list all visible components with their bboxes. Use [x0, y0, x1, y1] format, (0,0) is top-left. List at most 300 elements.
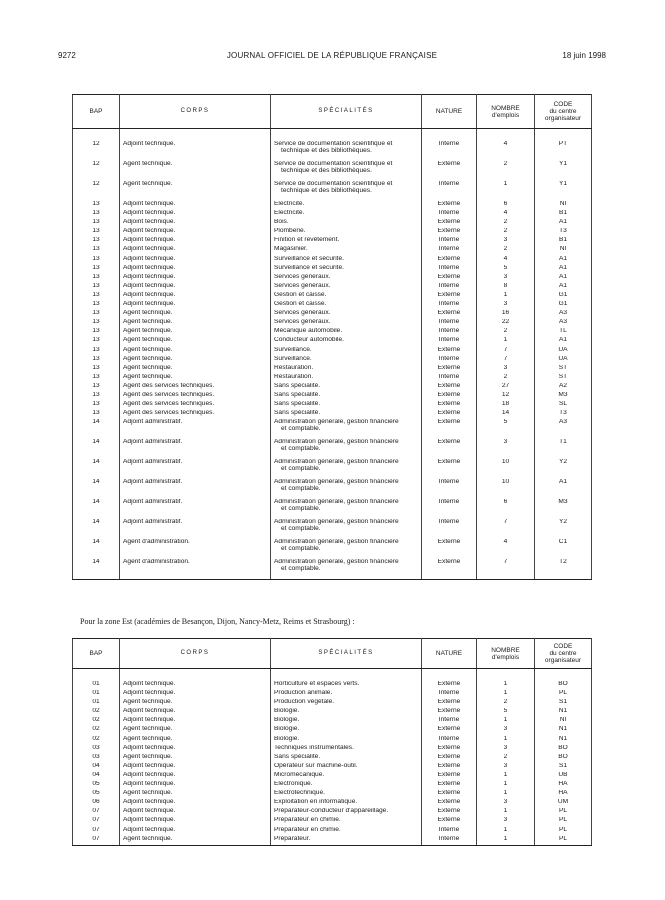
nombre-cell: 14 — [477, 410, 535, 419]
specialite-line-continued: et comptable. — [281, 445, 321, 453]
specialite-cell — [271, 161, 422, 181]
corps-cell: Agent technique. — [120, 836, 271, 846]
bap-cell: 13 — [73, 274, 120, 283]
bap-cell: 13 — [73, 283, 120, 292]
bap-cell: 14 — [73, 459, 120, 479]
specialite-cell — [271, 365, 422, 374]
specialite-line: Préparateur. — [274, 835, 311, 842]
nombre-cell: 1 — [477, 827, 535, 836]
code-cell: S1 — [535, 763, 592, 772]
specialite-cell — [271, 292, 422, 301]
specialite-line: Sans spécialité. — [274, 391, 321, 398]
bap-cell: 01 — [73, 699, 120, 708]
specialite-line: Biologie. — [274, 717, 300, 724]
nature-cell: Externe — [422, 392, 477, 401]
col-header-corps: CORPS — [120, 639, 271, 669]
code-cell: A3 — [535, 310, 592, 319]
nombre-cell: 1 — [477, 717, 535, 726]
specialite-line-continued: technique et des bibliothèques. — [281, 146, 372, 154]
specialite-cell — [271, 726, 422, 735]
bap-cell: 13 — [73, 246, 120, 255]
corps-cell: Adjoint technique. — [120, 292, 271, 301]
corps-cell: Adjoint technique. — [120, 808, 271, 817]
specialite-cell — [271, 274, 422, 283]
nombre-cell: 3 — [477, 301, 535, 310]
col-header-code: CODE du centre organisateur — [535, 95, 592, 129]
table-row — [73, 228, 592, 237]
nature-cell: Interne — [422, 356, 477, 365]
specialite-line: Service de documentation scientifique et — [274, 141, 393, 147]
corps-cell: Adjoint technique. — [120, 219, 271, 228]
specialite-cell — [271, 539, 422, 559]
bap-cell: 04 — [73, 772, 120, 781]
nature-cell: Interne — [422, 374, 477, 383]
table-row — [73, 836, 592, 846]
corps-cell: Adjoint technique. — [120, 772, 271, 781]
table-row — [73, 726, 592, 735]
journal-title: JOURNAL OFFICIEL DE LA RÉPUBLIQUE FRANÇAISE — [226, 51, 438, 60]
corps-cell: Adjoint technique. — [120, 681, 271, 690]
nature-cell: Interne — [422, 836, 477, 846]
bap-cell: 02 — [73, 736, 120, 745]
specialite-line-continued: et comptable. — [281, 545, 321, 553]
code-cell: G1 — [535, 292, 592, 301]
corps-cell: Adjoint technique. — [120, 265, 271, 274]
specialite-cell — [271, 439, 422, 459]
corps-cell: Adjoint technique. — [120, 690, 271, 699]
specialite-cell — [271, 374, 422, 383]
nombre-cell: 1 — [477, 772, 535, 781]
code-cell: G1 — [535, 301, 592, 310]
code-cell: A1 — [535, 219, 592, 228]
nombre-cell: 1 — [477, 181, 535, 201]
specialite-line: Administration générale, gestion financière — [274, 479, 399, 486]
table-row — [73, 479, 592, 499]
bap-cell: 13 — [73, 392, 120, 401]
table-row — [73, 499, 592, 519]
code-cell: N1 — [535, 708, 592, 717]
code-cell: A1 — [535, 256, 592, 265]
nature-cell: Interne — [422, 499, 477, 519]
code-cell: TL — [535, 328, 592, 337]
corps-cell: Agent technique. — [120, 328, 271, 337]
table-row — [73, 274, 592, 283]
code-cell: PL — [535, 827, 592, 836]
specialite-cell — [271, 256, 422, 265]
bap-cell: 14 — [73, 539, 120, 559]
table-row — [73, 410, 592, 419]
specialite-cell — [271, 246, 422, 255]
specialite-line: Service de documentation scientifique et — [274, 181, 393, 187]
nombre-cell: 2 — [477, 374, 535, 383]
table-row — [73, 319, 592, 328]
table-row — [73, 141, 592, 161]
code-cell: A2 — [535, 383, 592, 392]
bap-cell: 07 — [73, 836, 120, 846]
nombre-cell: 5 — [477, 265, 535, 274]
bap-cell: 13 — [73, 219, 120, 228]
nombre-cell: 3 — [477, 365, 535, 374]
nature-cell: Externe — [422, 401, 477, 410]
nature-cell: Externe — [422, 772, 477, 781]
specialite-cell — [271, 836, 422, 846]
corps-cell: Adjoint technique. — [120, 283, 271, 292]
table-row — [73, 459, 592, 479]
code-cell: NI — [535, 246, 592, 255]
code-cell: A3 — [535, 419, 592, 439]
specialite-line: Administration générale, gestion financière — [274, 519, 399, 526]
specialite-line: Surveillance. — [274, 346, 312, 353]
nature-cell: Externe — [422, 439, 477, 459]
specialite-line-continued: et comptable. — [281, 525, 321, 533]
specialite-line-continued: et comptable. — [281, 565, 321, 573]
bap-cell: 13 — [73, 410, 120, 419]
corps-cell: Agent des services techniques. — [120, 410, 271, 419]
corps-cell: Adjoint administratif. — [120, 459, 271, 479]
specialite-cell — [271, 265, 422, 274]
table-row — [73, 392, 592, 401]
bap-cell: 13 — [73, 228, 120, 237]
specialite-cell — [271, 781, 422, 790]
bap-cell: 14 — [73, 519, 120, 539]
bap-cell: 02 — [73, 717, 120, 726]
code-cell: Y2 — [535, 519, 592, 539]
code-cell: Y2 — [535, 459, 592, 479]
table-row — [73, 265, 592, 274]
table-row — [73, 201, 592, 210]
bap-cell: 05 — [73, 781, 120, 790]
code-cell: PL — [535, 836, 592, 846]
table-row — [73, 181, 592, 201]
nature-cell: Externe — [422, 383, 477, 392]
nature-cell: Externe — [422, 790, 477, 799]
specialite-line: Magasinier. — [274, 246, 308, 253]
corps-cell: Adjoint technique. — [120, 827, 271, 836]
table-row — [73, 745, 592, 754]
corps-cell: Adjoint technique. — [120, 256, 271, 265]
table-row — [73, 337, 592, 346]
bap-cell: 14 — [73, 419, 120, 439]
corps-cell: Adjoint technique. — [120, 141, 271, 161]
specialite-line: Surveillance et sécurité. — [274, 264, 345, 271]
nature-cell: Interne — [422, 519, 477, 539]
table-row — [73, 256, 592, 265]
table-row — [73, 763, 592, 772]
bap-cell: 13 — [73, 265, 120, 274]
table-row — [73, 301, 592, 310]
nombre-cell: 3 — [477, 237, 535, 246]
bap-cell: 03 — [73, 745, 120, 754]
bap-cell: 03 — [73, 754, 120, 763]
issue-date: 18 juin 1998 — [562, 51, 606, 60]
nombre-cell: 27 — [477, 383, 535, 392]
nombre-cell: 10 — [477, 479, 535, 499]
nature-cell: Externe — [422, 817, 477, 826]
code-cell: S1 — [535, 699, 592, 708]
table-row — [73, 292, 592, 301]
corps-cell: Agent technique. — [120, 181, 271, 201]
nature-cell: Externe — [422, 219, 477, 228]
specialite-line: Conducteur automobile. — [274, 337, 345, 344]
nature-cell: Interne — [422, 319, 477, 328]
nature-cell: Externe — [422, 410, 477, 419]
bap-cell: 02 — [73, 726, 120, 735]
corps-cell: Adjoint technique. — [120, 817, 271, 826]
bap-cell: 14 — [73, 439, 120, 459]
specialite-cell — [271, 228, 422, 237]
specialite-line: Electricité. — [274, 210, 305, 217]
table-row — [73, 283, 592, 292]
bap-cell: 04 — [73, 763, 120, 772]
specialite-cell — [271, 181, 422, 201]
bap-cell: 06 — [73, 799, 120, 808]
specialite-line: Administration générale, gestion financière — [274, 439, 399, 446]
specialite-cell — [271, 283, 422, 292]
code-cell: BO — [535, 681, 592, 690]
table-row — [73, 681, 592, 690]
bap-cell: 01 — [73, 681, 120, 690]
bap-cell: 13 — [73, 365, 120, 374]
code-cell: NI — [535, 201, 592, 210]
nature-cell: Interne — [422, 328, 477, 337]
nombre-cell: 1 — [477, 681, 535, 690]
nature-cell: Externe — [422, 228, 477, 237]
specialite-line: Préparateur en chimie. — [274, 826, 341, 833]
corps-cell: Agent technique. — [120, 337, 271, 346]
specialite-cell — [271, 210, 422, 219]
specialite-cell — [271, 237, 422, 246]
corps-cell: Adjoint technique. — [120, 210, 271, 219]
code-cell: HA — [535, 781, 592, 790]
code-cell: B1 — [535, 210, 592, 219]
code-cell: UM — [535, 799, 592, 808]
table-row — [73, 699, 592, 708]
nombre-cell: 7 — [477, 356, 535, 365]
col-header-bap: BAP — [73, 639, 120, 669]
corps-cell: Agent technique. — [120, 790, 271, 799]
nombre-cell: 8 — [477, 283, 535, 292]
specialite-line: Sans spécialité. — [274, 753, 321, 760]
code-cell: M3 — [535, 392, 592, 401]
specialite-cell — [271, 708, 422, 717]
corps-cell: Adjoint technique. — [120, 799, 271, 808]
specialite-cell — [271, 817, 422, 826]
col-header-nature: NATURE — [422, 95, 477, 129]
specialite-line-continued: et comptable. — [281, 505, 321, 513]
code-cell: PL — [535, 808, 592, 817]
nature-cell: Externe — [422, 754, 477, 763]
table-row — [73, 519, 592, 539]
nombre-cell: 3 — [477, 817, 535, 826]
specialite-cell — [271, 479, 422, 499]
specialite-line-continued: technique et des bibliothèques. — [281, 166, 372, 174]
code-cell: T1 — [535, 439, 592, 459]
code-cell: M3 — [535, 499, 592, 519]
page-header — [58, 50, 606, 62]
corps-cell: Adjoint administratif. — [120, 499, 271, 519]
corps-cell: Adjoint technique. — [120, 763, 271, 772]
specialite-cell — [271, 301, 422, 310]
nature-cell: Interne — [422, 265, 477, 274]
nature-cell: Interne — [422, 141, 477, 161]
nature-cell: Externe — [422, 799, 477, 808]
table-row — [73, 736, 592, 745]
bap-cell: 07 — [73, 817, 120, 826]
specialite-cell — [271, 559, 422, 580]
bap-cell: 02 — [73, 708, 120, 717]
col-header-nature: NATURE — [422, 639, 477, 669]
bap-cell: 13 — [73, 374, 120, 383]
specialite-cell — [271, 347, 422, 356]
nature-cell: Externe — [422, 310, 477, 319]
table-row — [73, 237, 592, 246]
corps-cell: Adjoint technique. — [120, 301, 271, 310]
corps-cell: Agent technique. — [120, 374, 271, 383]
nature-cell: Interne — [422, 479, 477, 499]
specialite-line: Services généraux. — [274, 282, 331, 289]
nature-cell: Externe — [422, 256, 477, 265]
table-row — [73, 717, 592, 726]
nature-cell: Interne — [422, 246, 477, 255]
corps-cell: Agent technique. — [120, 754, 271, 763]
bap-cell: 13 — [73, 237, 120, 246]
specialite-cell — [271, 401, 422, 410]
specialite-line: Techniques instrumentales. — [274, 744, 354, 751]
specialite-line: Préparateur-conducteur d'appareillage. — [274, 808, 389, 815]
table-row — [73, 799, 592, 808]
nombre-cell: 1 — [477, 736, 535, 745]
corps-cell: Adjoint technique. — [120, 745, 271, 754]
nombre-cell: 1 — [477, 337, 535, 346]
specialite-line: Gestion et caisse. — [274, 291, 327, 298]
specialite-line-continued: et comptable. — [281, 425, 321, 433]
bap-cell: 13 — [73, 201, 120, 210]
col-header-nombre: NOMBRE d'emplois — [477, 639, 535, 669]
table-row — [73, 817, 592, 826]
nature-cell: Externe — [422, 539, 477, 559]
nombre-cell: 1 — [477, 781, 535, 790]
specialite-line: Administration générale, gestion financière — [274, 459, 399, 466]
table-row — [73, 559, 592, 580]
code-cell: Y1 — [535, 161, 592, 181]
table-row — [73, 790, 592, 799]
nature-cell: Interne — [422, 717, 477, 726]
bap-cell: 05 — [73, 790, 120, 799]
nombre-cell: 2 — [477, 219, 535, 228]
code-cell: N1 — [535, 736, 592, 745]
specialite-cell — [271, 808, 422, 817]
specialite-line: Micromécanique. — [274, 771, 325, 778]
table-row — [73, 690, 592, 699]
nombre-cell: 4 — [477, 141, 535, 161]
code-cell: C1 — [535, 539, 592, 559]
nombre-cell: 3 — [477, 745, 535, 754]
recruitment-table-1 — [72, 94, 592, 580]
specialite-line-continued: et comptable. — [281, 465, 321, 473]
bap-cell: 13 — [73, 301, 120, 310]
specialite-line-continued: technique et des bibliothèques. — [281, 186, 372, 194]
bap-cell: 13 — [73, 319, 120, 328]
nombre-cell: 16 — [477, 310, 535, 319]
code-cell: T3 — [535, 410, 592, 419]
nature-cell: Interne — [422, 283, 477, 292]
specialite-line: Administration générale, gestion financière — [274, 539, 399, 546]
nombre-cell: 22 — [477, 319, 535, 328]
nombre-cell: 3 — [477, 763, 535, 772]
code-cell: BO — [535, 745, 592, 754]
specialite-line: Gestion et caisse. — [274, 301, 327, 308]
bap-cell: 12 — [73, 141, 120, 161]
specialite-cell — [271, 328, 422, 337]
nature-cell: Externe — [422, 419, 477, 439]
specialite-line: Surveillance et sécurité. — [274, 255, 345, 262]
specialite-line-continued: et comptable. — [281, 485, 321, 493]
specialite-line: Plomberie. — [274, 228, 306, 235]
nombre-cell: 5 — [477, 419, 535, 439]
specialite-cell — [271, 745, 422, 754]
corps-cell: Adjoint technique. — [120, 237, 271, 246]
col-header-nombre: NOMBRE d'emplois — [477, 95, 535, 129]
table-row — [73, 808, 592, 817]
table-row — [73, 310, 592, 319]
specialite-line: Restauration. — [274, 373, 314, 380]
specialite-line: Administration générale, gestion financière — [274, 559, 399, 566]
code-cell: UB — [535, 772, 592, 781]
corps-cell: Adjoint technique. — [120, 274, 271, 283]
nombre-cell: 4 — [477, 256, 535, 265]
corps-cell: Agent d'administration. — [120, 539, 271, 559]
table-row — [73, 374, 592, 383]
specialite-cell — [271, 383, 422, 392]
bap-cell: 14 — [73, 479, 120, 499]
code-cell: UA — [535, 347, 592, 356]
col-header-corps: CORPS — [120, 95, 271, 129]
table-row — [73, 246, 592, 255]
specialite-cell — [271, 356, 422, 365]
specialite-cell — [271, 699, 422, 708]
code-cell: A1 — [535, 283, 592, 292]
nombre-cell: 1 — [477, 808, 535, 817]
table-row — [73, 219, 592, 228]
specialite-line: Administration générale, gestion financière — [274, 499, 399, 506]
code-cell: NI — [535, 717, 592, 726]
bap-cell: 13 — [73, 347, 120, 356]
specialite-cell — [271, 337, 422, 346]
corps-cell: Agent des services techniques. — [120, 392, 271, 401]
code-cell: T2 — [535, 559, 592, 580]
specialite-cell — [271, 499, 422, 519]
specialite-cell — [271, 410, 422, 419]
nature-cell: Interne — [422, 736, 477, 745]
nature-cell: Interne — [422, 181, 477, 201]
specialite-line: Service de documentation scientifique et — [274, 161, 393, 167]
corps-cell: Adjoint administratif. — [120, 519, 271, 539]
nombre-cell: 7 — [477, 519, 535, 539]
col-header-bap: BAP — [73, 95, 120, 129]
nature-cell: Externe — [422, 745, 477, 754]
nombre-cell: 2 — [477, 246, 535, 255]
specialite-cell — [271, 799, 422, 808]
specialite-cell — [271, 319, 422, 328]
nombre-cell: 7 — [477, 559, 535, 580]
nature-cell: Externe — [422, 365, 477, 374]
code-cell: UA — [535, 356, 592, 365]
code-cell: Y1 — [535, 181, 592, 201]
specialite-line: Restauration. — [274, 364, 314, 371]
table-row — [73, 539, 592, 559]
nature-cell: Externe — [422, 699, 477, 708]
recruitment-table-2 — [72, 638, 592, 846]
